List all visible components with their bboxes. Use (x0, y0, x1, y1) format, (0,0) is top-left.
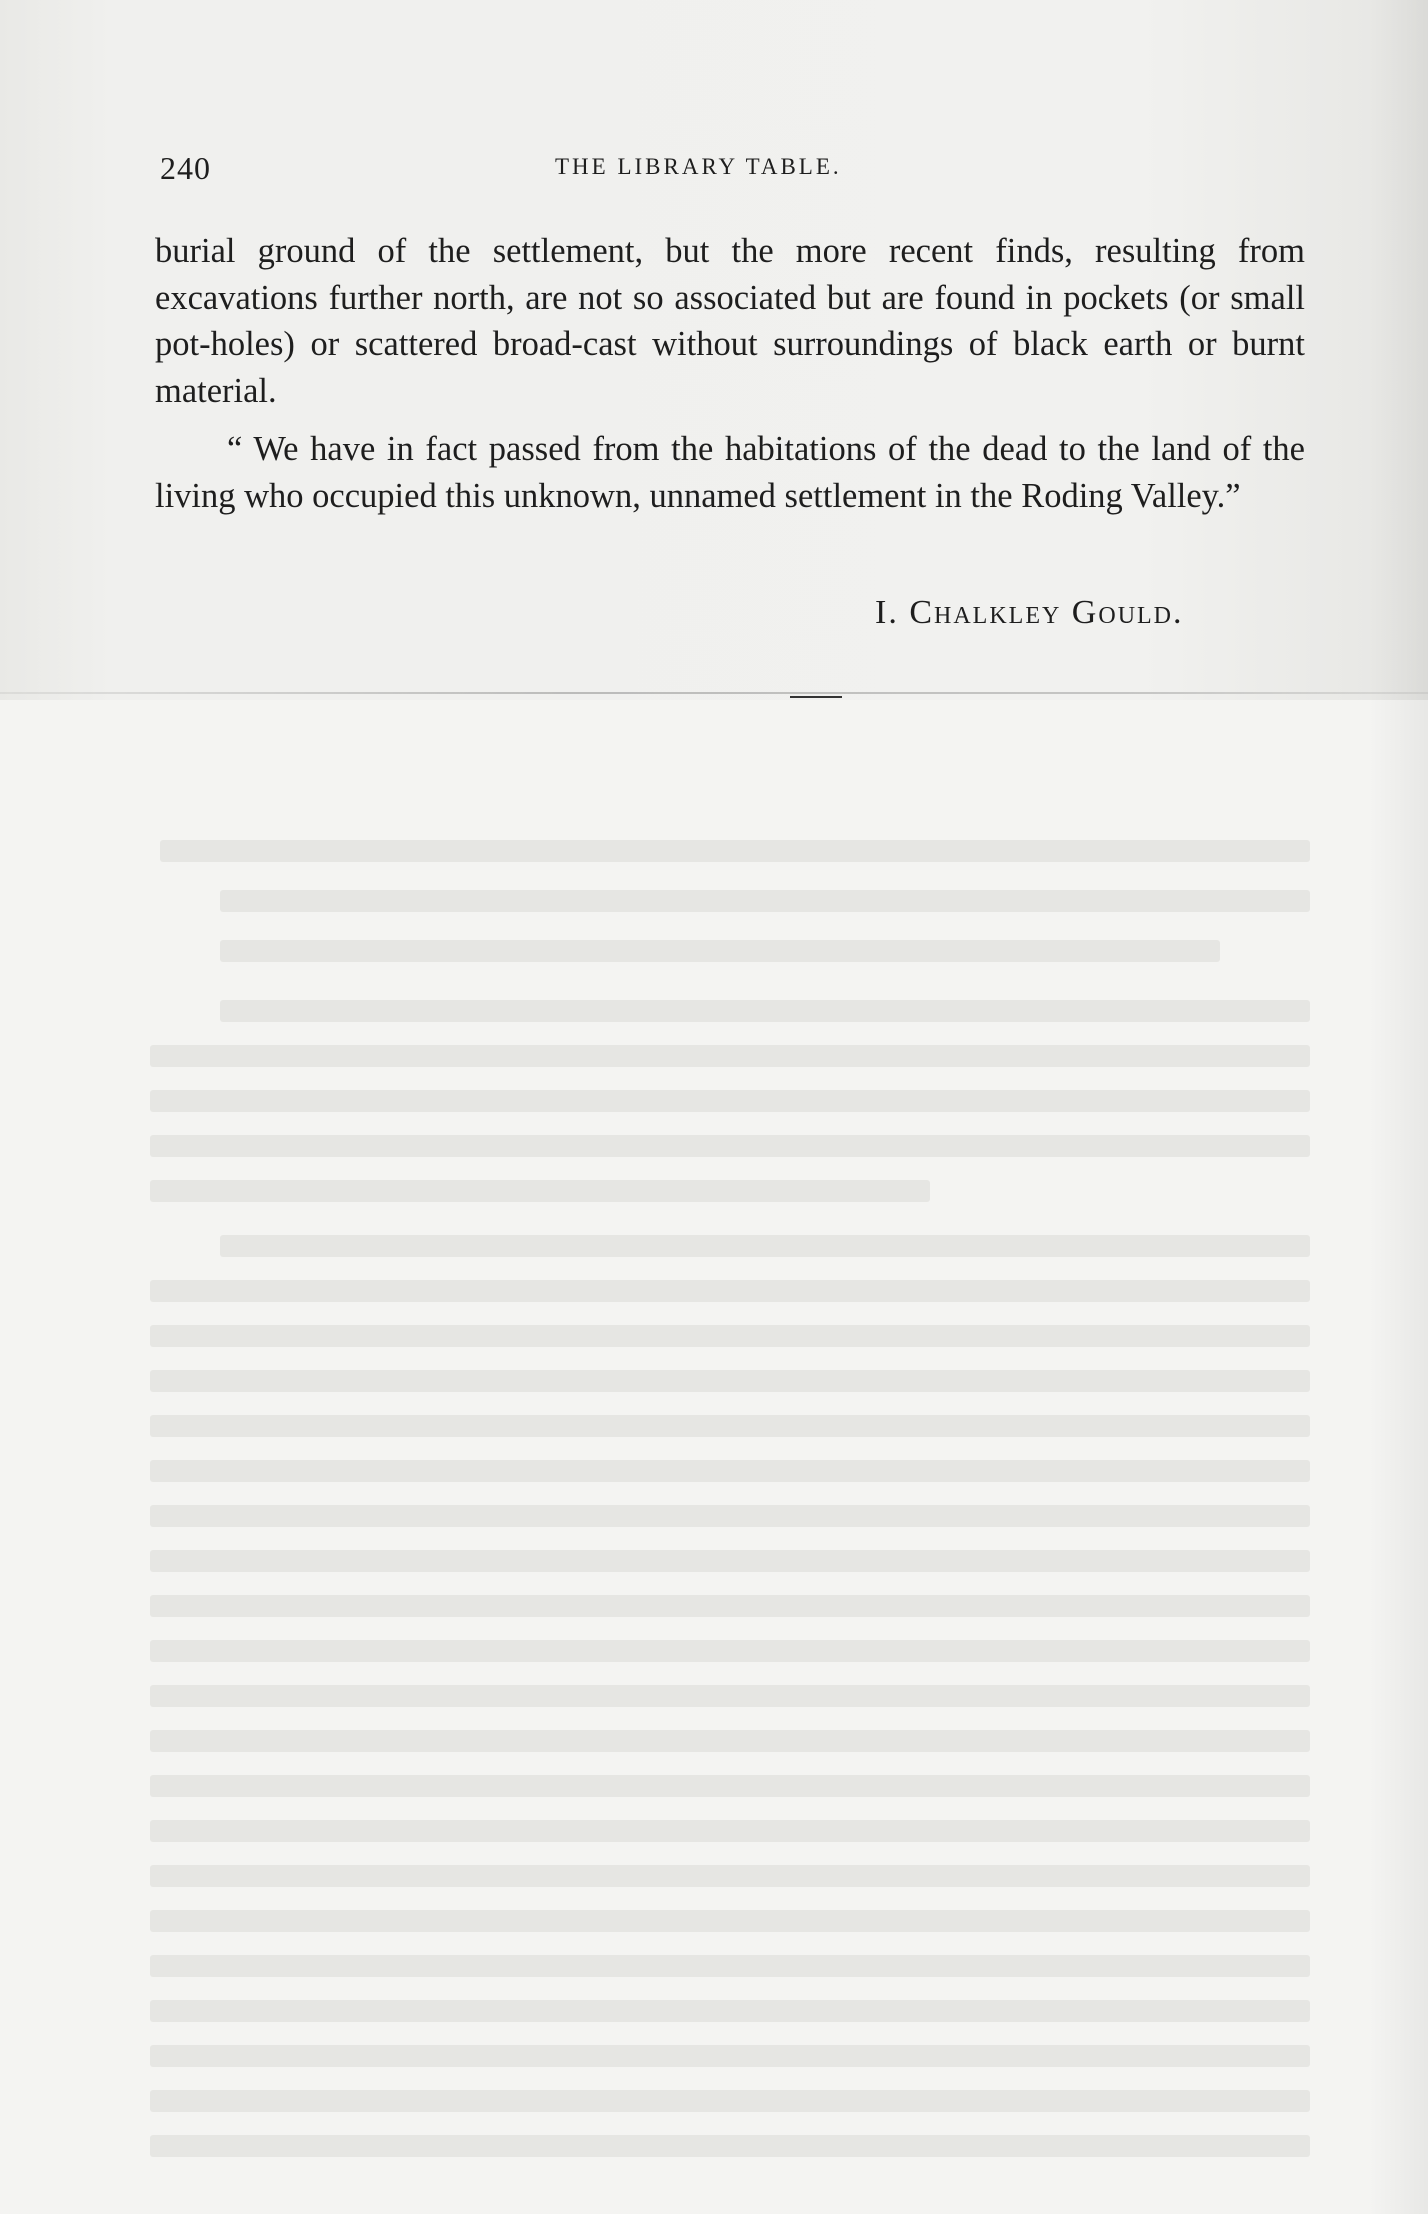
faded-text-line (150, 1460, 1310, 1482)
faded-text-line (150, 2135, 1310, 2157)
page-fold-line (0, 692, 1428, 694)
article-body (155, 228, 1305, 519)
faded-text-line (150, 1280, 1310, 1302)
faded-text-line (150, 1090, 1310, 1112)
faded-text-line (150, 1730, 1310, 1752)
faded-text-line (150, 2045, 1310, 2067)
faded-text-line (220, 940, 1220, 962)
faded-text-line (150, 1910, 1310, 1932)
faded-text-line (150, 1325, 1310, 1347)
faded-text-line (150, 1685, 1310, 1707)
author-signature: I. Chalkley Gould. (875, 594, 1184, 631)
page-number: 240 (160, 150, 211, 186)
faded-text-line (150, 1640, 1310, 1662)
paragraph: “ We have in fact passed from the habitations of the dead to the land of the living who occupied this unknown, unnamed settlement in the Roding Valley.” (155, 430, 1305, 515)
faded-text-line (150, 1045, 1310, 1067)
faded-text-line (150, 1865, 1310, 1887)
faded-text-line (220, 1235, 1310, 1257)
paragraph: burial ground of the settlement, but the more recent finds, resulting from excavations further north, are not so associated but are found in pockets (or small pot-holes) or scattered broad-cast without surroundings of black earth or burnt material. (155, 232, 1305, 410)
faded-text-line (160, 840, 1310, 862)
faded-text-line (220, 890, 1310, 912)
faded-text-line (150, 1595, 1310, 1617)
faded-text-line (150, 1180, 930, 1202)
faded-text-line (150, 1820, 1310, 1842)
faded-text-line (150, 1955, 1310, 1977)
faded-text-line (220, 1000, 1310, 1022)
faded-text-line (150, 1135, 1310, 1157)
running-title: THE LIBRARY TABLE. (555, 154, 842, 179)
faded-text-line (150, 1775, 1310, 1797)
running-header (160, 150, 1310, 190)
faded-text-line (150, 2000, 1310, 2022)
faded-text-line (150, 1415, 1310, 1437)
section-rule (790, 696, 842, 698)
page-edge-shadow (1368, 0, 1428, 2214)
faded-text-line (150, 1550, 1310, 1572)
faded-offset-text-area (0, 700, 1428, 2214)
faded-text-line (150, 2090, 1310, 2112)
faded-text-line (150, 1370, 1310, 1392)
faded-text-line (150, 1505, 1310, 1527)
